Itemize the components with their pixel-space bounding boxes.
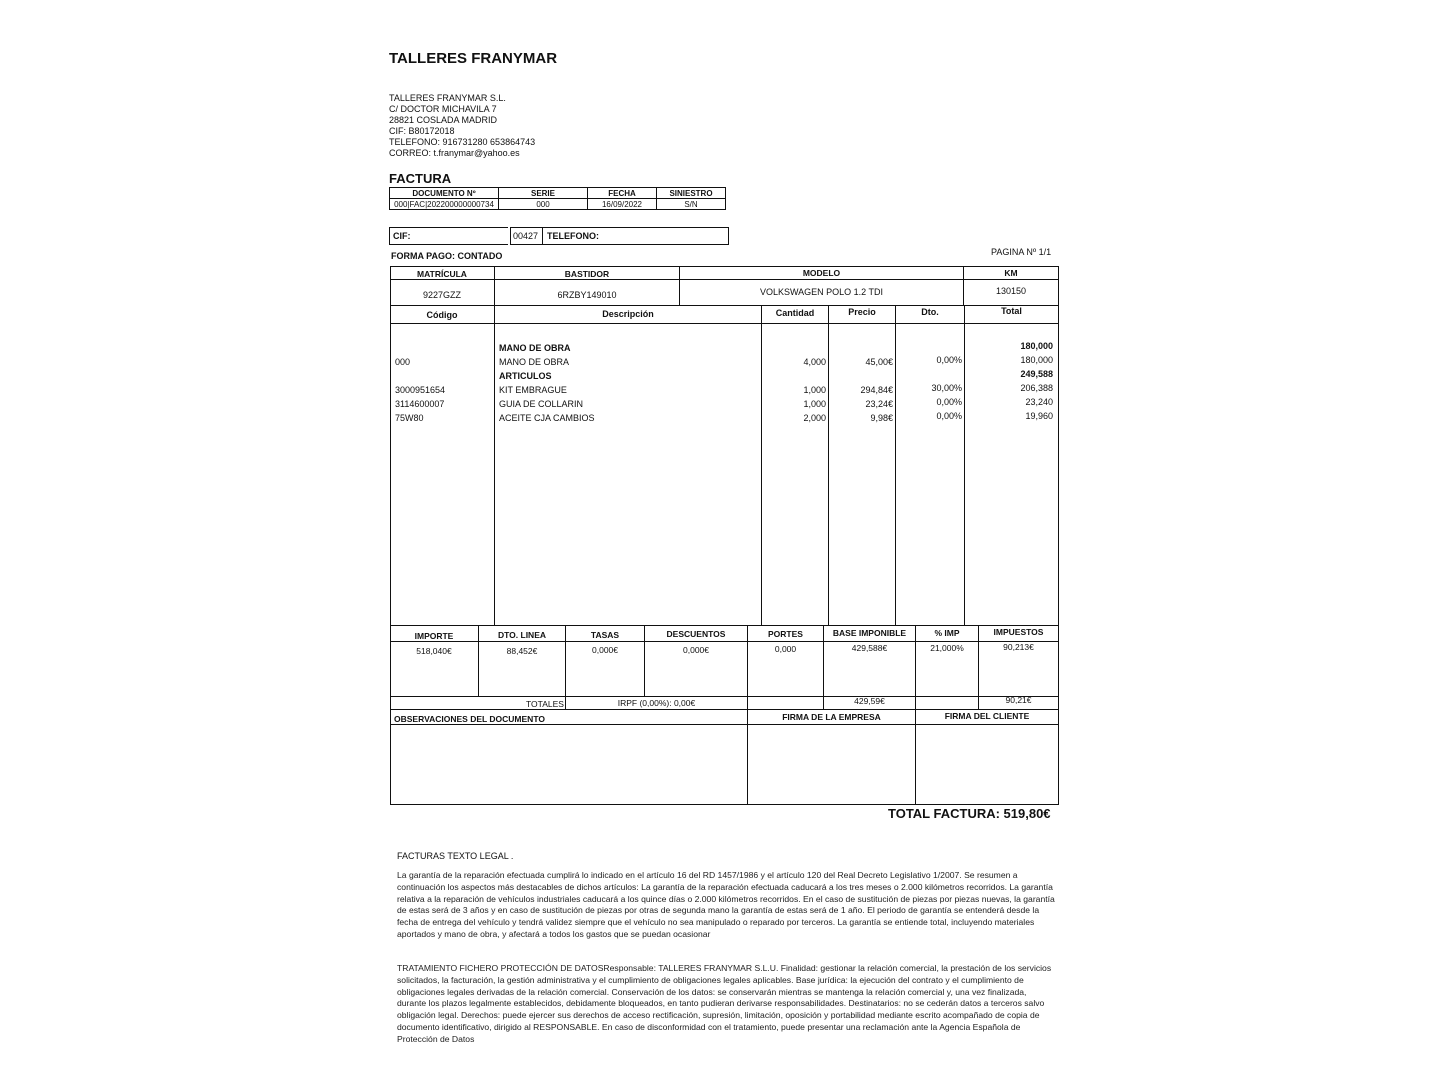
company-city: 28821 COSLADA MADRID	[389, 115, 498, 125]
line-code-cell: 3114600007	[395, 399, 445, 409]
line-desc-cell: GUIA DE COLLARIN	[499, 399, 584, 409]
pct-imp-value: 21,000%	[930, 643, 964, 653]
cif-label: CIF:	[393, 231, 411, 241]
importe-header: IMPORTE	[414, 631, 454, 641]
modelo-value: VOLKSWAGEN POLO 1.2 TDI	[759, 287, 884, 297]
descripcion-header: Descripción	[602, 309, 654, 319]
company-phone: TELEFONO: 916731280 653864743	[389, 137, 536, 147]
descuentos-header: DESCUENTOS	[666, 629, 726, 639]
document-type: FACTURA	[389, 171, 452, 186]
pct-imp-header: % IMP	[934, 628, 960, 638]
km-header: KM	[1004, 268, 1018, 278]
base-total: 429,59€	[854, 696, 885, 706]
company-title: TALLERES FRANYMAR	[389, 50, 558, 67]
impuestos-value: 90,213€	[1003, 642, 1034, 652]
invoice-body	[390, 266, 1060, 806]
precio-header: Precio	[848, 307, 876, 317]
portes-header: PORTES	[768, 629, 803, 639]
client-row	[389, 227, 729, 244]
line-price-cell: 45,00€	[865, 357, 893, 367]
company-cif: CIF: B80172018	[389, 126, 455, 136]
line-qty-cell: 4,000	[803, 357, 826, 367]
total-factura: TOTAL FACTURA: 519,80€	[888, 806, 1051, 821]
page-number: PAGINA Nº 1/1	[991, 247, 1052, 257]
line-price-cell: 9,98€	[870, 413, 893, 423]
document-info-table	[389, 187, 726, 210]
bastidor-value: 6RZBY149010	[557, 290, 617, 300]
cantidad-header: Cantidad	[775, 308, 815, 318]
firma-empresa-label: FIRMA DE LA EMPRESA	[782, 712, 881, 722]
descuentos-value: 0,000€	[683, 645, 709, 655]
legal-title: FACTURAS TEXTO LEGAL .	[397, 851, 514, 861]
company-address-block	[389, 93, 535, 159]
phone-label: TELEFONO:	[547, 231, 599, 241]
line-desc-cell: KIT EMBRAGUE	[499, 385, 567, 395]
line-total-cell: 249,588	[1020, 369, 1053, 379]
tax-total: 90,21€	[1005, 695, 1032, 705]
line-desc-cell: MANO DE OBRA	[499, 357, 570, 367]
total-header: Total	[1001, 306, 1022, 316]
siniestro-value: S/N	[657, 199, 726, 210]
firma-cliente-label: FIRMA DEL CLIENTE	[944, 711, 1030, 721]
client-code: 00427	[513, 231, 539, 241]
serie-value: 000	[499, 199, 588, 210]
line-code-cell: 000	[395, 357, 411, 367]
km-value: 130150	[995, 286, 1027, 296]
line-price-cell: 294,84€	[860, 385, 893, 395]
irpf-value: IRPF (0,00%): 0,00€	[617, 698, 696, 708]
observaciones-label: OBSERVACIONES DEL DOCUMENTO	[394, 714, 545, 724]
fecha-header: FECHA	[588, 188, 657, 199]
line-desc-cell: ARTICULOS	[499, 371, 552, 381]
company-street: C/ DOCTOR MICHAVILA 7	[389, 104, 497, 114]
line-dto-cell: 0,00%	[936, 397, 962, 407]
line-dto-cell: 30,00%	[931, 383, 962, 393]
importe-value: 518,040€	[416, 646, 452, 656]
line-total-cell: 23,240	[1025, 397, 1053, 407]
totales-label: TOTALES	[526, 699, 564, 709]
payment-method: FORMA PAGO: CONTADO	[391, 251, 503, 261]
modelo-header: MODELO	[802, 268, 841, 278]
line-total-cell: 180,000	[1020, 355, 1053, 365]
matricula-header: MATRÍCULA	[417, 269, 467, 279]
portes-value: 0,000	[774, 644, 797, 654]
dto-header: Dto.	[921, 307, 939, 317]
line-code-cell: 3000951654	[395, 385, 446, 395]
line-total-cell: 206,388	[1020, 383, 1053, 393]
line-desc-cell: MANO DE OBRA	[499, 343, 571, 353]
matricula-value: 9227GZZ	[422, 290, 462, 300]
company-email: CORREO: t.franymar@yahoo.es	[389, 148, 520, 158]
line-dto-cell: 0,00%	[936, 411, 962, 421]
codigo-header: Código	[426, 310, 458, 320]
line-total-cell: 19,960	[1025, 411, 1053, 421]
line-qty-cell: 1,000	[803, 399, 826, 409]
serie-header: SERIE	[499, 188, 588, 199]
line-qty-cell: 1,000	[803, 385, 826, 395]
impuestos-header: IMPUESTOS	[993, 627, 1044, 637]
bastidor-header: BASTIDOR	[564, 269, 610, 279]
doc-number-value: 000|FAC|202200000000734	[390, 199, 499, 210]
line-code-cell: 75W80	[395, 413, 424, 423]
dto-linea-value: 88,452€	[506, 646, 538, 656]
doc-number-header: DOCUMENTO Nº	[390, 188, 499, 199]
line-qty-cell: 2,000	[803, 413, 826, 423]
fecha-value: 16/09/2022	[588, 199, 657, 210]
line-total-cell: 180,000	[1020, 341, 1053, 351]
siniestro-header: SINIESTRO	[657, 188, 726, 199]
legal-warranty-text: La garantía de la reparación efectuada cumplirá lo indicado en el artículo 16 del RD 1457/1986 y el artículo 120 del Real Decreto Legislativo 1/2007. Se resumen a continuación los aspectos más destacables de dichos artículos: La garantía de la reparación efectuada caducará a los tres meses o 2.000 kilómetros recorridos. La garantía relativa a la reparación de vehículos industriales caducará a los quince días o 2.000 kilómetros recorridos. En el caso de sustitución de piezas por piezas nuevas, la garantía de estas será de 3 años y en caso de sustitución de piezas por otras de segunda mano la garantía de estas será de 1 año. El periodo de garantía se entenderá desde la fecha de entrega del vehículo y tendrá validez siempre que el vehículo no sea manipulado o reparado por terceros. La garantía se entiende total, incluyendo materiales aportados y mano de obra, y afectará a todos los gastos que se puedan ocasionar	[397, 870, 1055, 939]
company-name: TALLERES FRANYMAR S.L.	[389, 93, 506, 103]
base-imponible-header: BASE IMPONIBLE	[832, 628, 907, 638]
line-desc-cell: ACEITE CJA CAMBIOS	[499, 413, 595, 423]
base-imponible-value: 429,588€	[851, 643, 888, 653]
legal-data-protection-text: TRATAMIENTO FICHERO PROTECCIÓN DE DATOSResponsable: TALLERES FRANYMAR S.L.U. Finalidad: gestionar la relación comercial, la prestación de los servicios solicitados, la facturación, la gestión administrativa y el cumplimiento de obligaciones legales aplicables. Base jurídica: la ejecución del contrato y el cumplimiento de obligaciones legales derivadas de la relación comercial. Conservación de los datos: se conservarán mientras se mantenga la relación comercial y, una vez finalizada, durante los plazos legalmente establecidos, debidamente bloqueados, en tanto pudieran derivarse responsabilidades. Destinatarios: no se cederán datos a terceros salvo obligación legal. Derechos: puede ejercer sus derechos de acceso rectificación, supresión, limitación, oposición y portabilidad mediante escrito acompañado de copia de documento identificativo, dirigido al RESPONSABLE. En caso de disconformidad con el tratamiento, puede presentar una reclamación ante la Agencia Española de Protección de Datos	[397, 963, 1052, 1044]
dto-linea-header: DTO. LINEA	[497, 630, 546, 640]
tasas-header: TASAS	[590, 630, 620, 640]
line-dto-cell: 0,00%	[936, 355, 962, 365]
tasas-value: 0,000€	[592, 645, 618, 655]
line-price-cell: 23,24€	[865, 399, 893, 409]
